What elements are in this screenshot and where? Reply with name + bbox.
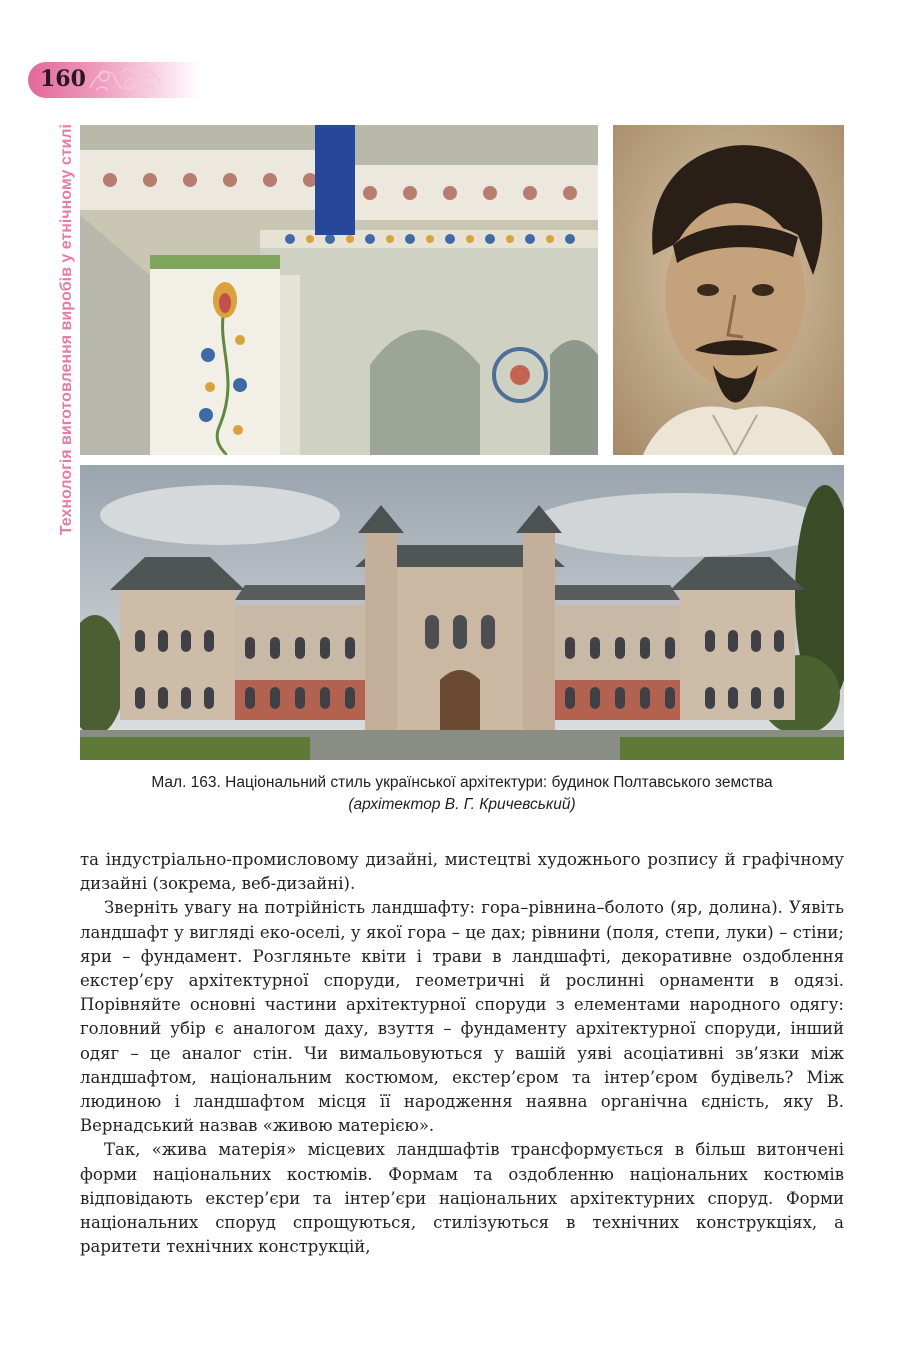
paragraph: та індустріально-промисловому дизайні, мистецтві художнього розпису й графічному дизайні (зокрема, веб-дизайні).	[80, 850, 844, 894]
page-number: 160	[40, 66, 86, 92]
paragraph: Зверніть увагу на потрійність ландшафту: гора–рівнина–болото (яр, долина). Уявіть ландшафт у вигляді еко-оселі, у якої гора – це дах; рівнини (поля, степи, луки) – стіни; яри – фундамент. Розгляньте квіти і трави в ландшафті, декоративне оздоблення екстер’єру архітектурної споруди, геометричні й рослинні орнаменти в одязі. Порівняйте основні частини архітектурної споруди з елементами народного одягу: головний убір є аналогом даху, взуття – фундаменту архітектурної споруди, інший одяг – це аналог стін. Чи вимальовуються у вашій уяві асоціативні зв’язки між ландшафтом, національним костюмом, екстер’єром та інтер’єром будівель? Між людиною і ландшафтом місця її народження наявна органічна єдність, яку В. Вернадський назвав «живою матерією».	[80, 898, 844, 1136]
caption-main: Мал. 163. Національний стиль української архітектури: будинок Полтавського земства	[151, 774, 773, 791]
caption-subtitle: (архітектор В. Г. Кричевський)	[348, 796, 576, 813]
portrait-photo	[613, 125, 844, 455]
paragraph: Так, «жива матерія» місцевих ландшафтів трансформується в більш витончені форми національних костюмів. Формам та оздобленню національних костюмів відповідають екстер’єри та інтер’єри національних архітектурних споруд. Форми національних споруд спрощуються, стилізуються в технічних конструкціях, а раритети технічних конструкцій,	[80, 1140, 844, 1257]
body-text	[80, 848, 844, 1259]
floral-ornament-icon	[86, 64, 166, 96]
figure-caption	[80, 772, 844, 816]
building-photo	[80, 465, 844, 760]
interior-photo	[80, 125, 598, 455]
section-title-vertical: Технологія виготовлення виробів у етнічному стилі	[58, 124, 75, 536]
